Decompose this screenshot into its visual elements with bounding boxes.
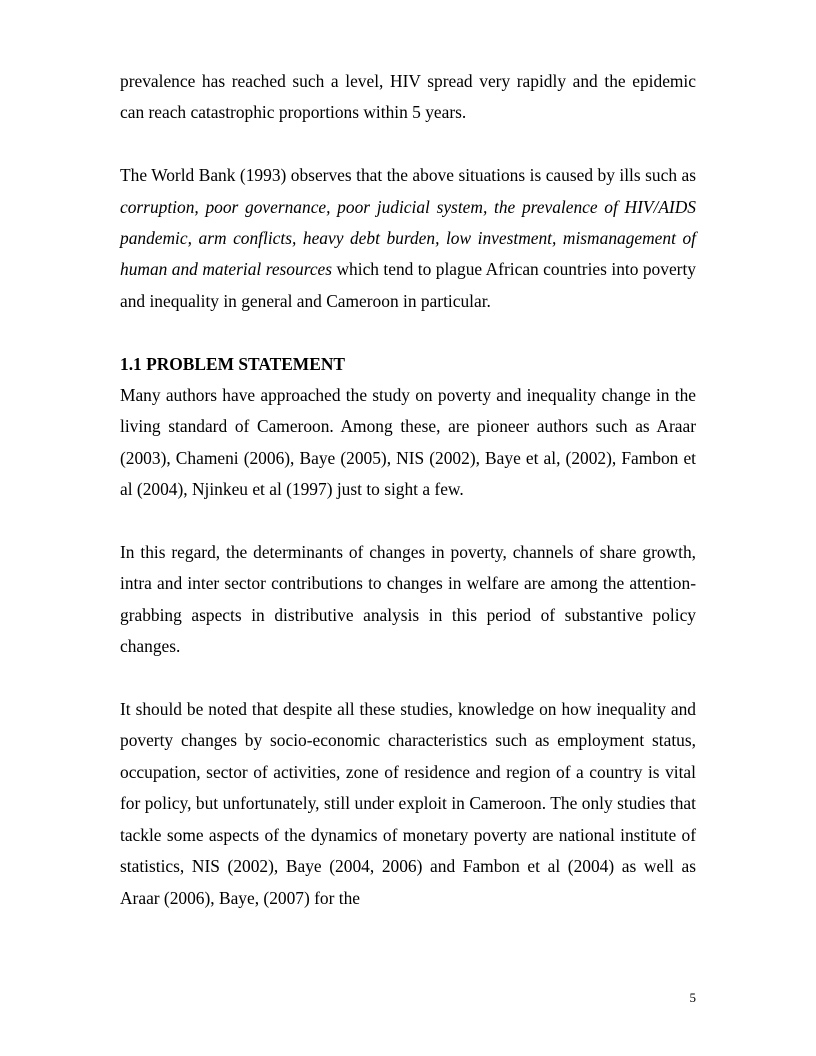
paragraph-world-bank: [120, 160, 696, 317]
paragraph-spacer: [120, 317, 696, 348]
document-body: [120, 66, 696, 914]
paragraph-hiv-prevalence: prevalence has reached such a level, HIV spread very rapidly and the epidemic can reach catastrophic proportions within 5 years.: [120, 71, 696, 123]
paragraph-spacer: [120, 663, 696, 694]
paragraph-world-bank-italic-list: corruption, poor governance, poor judicial system, the prevalence of HIV/AIDS pandemic, arm conflicts, heavy debt burden, low investment, mismanagement of human and material resources: [120, 196, 696, 280]
paragraph-determinants: In this regard, the determinants of changes in poverty, channels of share growth, intra and inter sector contributions to changes in welfare are among the attention-grabbing aspects in distributive analysis in this period of substantive policy changes.: [120, 542, 696, 657]
section-heading: 1.1 PROBLEM STATEMENT: [120, 353, 345, 374]
paragraph-world-bank-tail: which tend to plague African countries into poverty and inequality in general and Cameroon in particular.: [120, 259, 696, 311]
paragraph-authors: Many authors have approached the study on poverty and inequality change in the living standard of Cameroon. Among these, are pioneer authors such as Araar (2003), Chameni (2006), Baye (2005), NIS (2002), Baye et al, (2002), Fambon et al (2004), Njinkeu et al (1997) just to sight a few.: [120, 385, 696, 500]
paragraph-knowledge-gap: It should be noted that despite all these studies, knowledge on how inequality and poverty changes by socio-economic characteristics such as employment status, occupation, sector of activities, zone of residence and region of a country is vital for policy, but unfortunately, still under exploit in Cameroon. The only studies that tackle some aspects of the dynamics of monetary poverty are national institute of statistics, NIS (2002), Baye (2004, 2006) and Fambon et al (2004) as well as Araar (2006), Baye, (2007) for the: [120, 699, 696, 908]
page-number: 5: [689, 990, 696, 1005]
paragraph-spacer: [120, 129, 696, 160]
paragraph-world-bank-lead: The World Bank (1993) observes that the above situations is caused by ills such as: [120, 165, 696, 186]
paragraph-spacer: [120, 506, 696, 537]
